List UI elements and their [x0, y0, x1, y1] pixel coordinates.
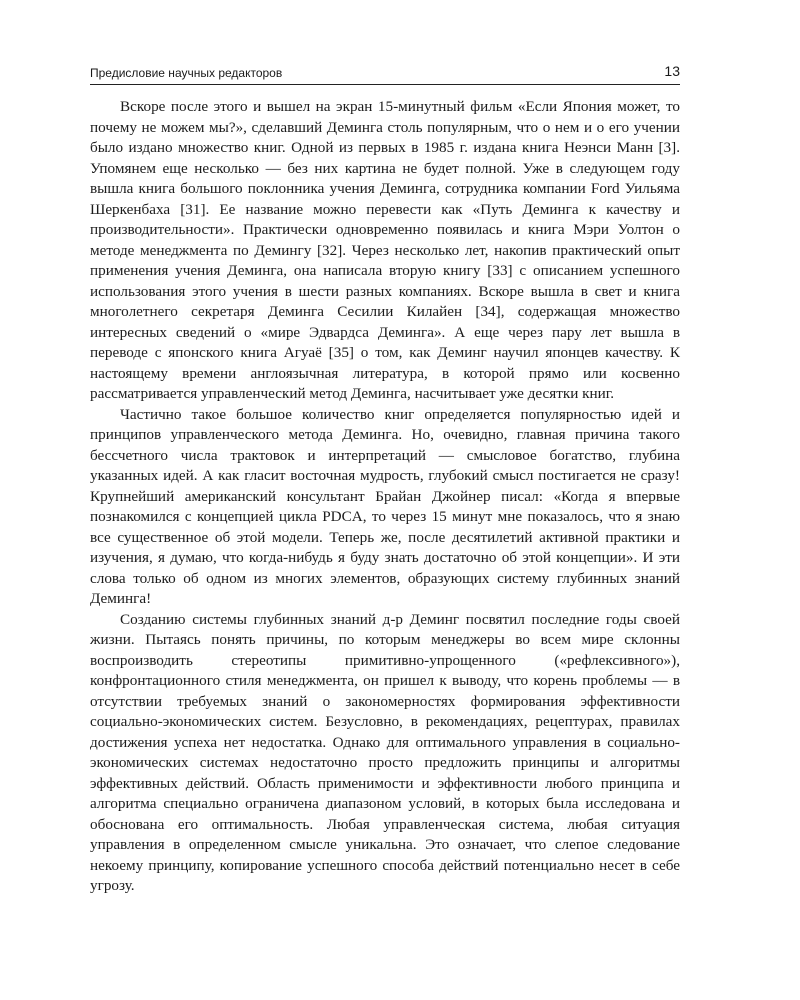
body-text [90, 97, 680, 897]
paragraph-3: Созданию системы глубинных знаний д-р Деминг посвятил последние годы своей жизни. Пытаясь понять причины, по которым менеджеры во всем мире склонны воспроизводить стереотипы примитивно-упрощенного («рефлексивного»), конфронтационного стиля менеджмента, он пришел к выводу, что корень проблемы — в отсутствии требуемых знаний о закономерностях формирования эффективности социально-экономических систем. Безусловно, в рекомендациях, рецептурах, правилах достижения успеха нет недостатка. Однако для оптимального управления в социально-экономических системах недостаточно просто предложить принципы и алгоритмы эффективных действий. Область применимости и эффективности любого принципа и алгоритма специально ограничена диапазоном условий, в которых была исследована и обоснована его оптимальность. Любая управленческая система, любая ситуация управления в определенном смысле уникальна. Это означает, что слепое следование некоему принципу, копирование успешного способа действий потенциально несет в себе угрозу. [90, 610, 680, 894]
running-title: Предисловие научных редакторов [90, 66, 283, 80]
paragraph-1: Вскоре после этого и вышел на экран 15-минутный фильм «Если Япония может, то почему не можем мы?», сделавший Деминга столь популярным, что о нем и о его учении было издано множество книг. Одной из первых в 1985 г. издана книга Неэнси Манн [3]. Упомянем еще несколько — без них картина не будет полной. Уже в следующем году вышла книга большого поклонника учения Деминга, сотрудника компании Ford Уильяма Шеркенбаха [31]. Ее название можно перевести как «Путь Деминга к качеству и производительности». Практически одновременно появилась и книга Мэри Уолтон о методе менеджмента по Демингу [32]. Через несколько лет, накопив практический опыт применения учения Деминга, она написала вторую книгу [33] с описанием успешного использования этого учения в шести разных компаниях. Вскоре вышла в свет и книга многолетнего секретаря Деминга Сесилии Килайен [34], содержащая множество интересных сведений о «мире Эдвардса Деминга». А еще через пару лет вышла в переводе с японского книга Агуаё [35] о том, как Деминг научил японцев качеству. К настоящему времени англоязычная литература, в которой прямо или косвенно рассматривается управленческий метод Деминга, насчитывает уже десятки книг. [90, 98, 680, 402]
running-head [90, 64, 680, 85]
paragraph-2: Частично такое большое количество книг определяется популярностью идей и принципов управленческого метода Деминга. Но, очевидно, главная причина такого бессчетного числа трактовок и интерпретаций — смысловое богатство, глубина указанных идей. А как гласит восточная мудрость, глубокий смысл постигается не сразу! Крупнейший американский консультант Брайан Джойнер писал: «Когда я впервые познакомился с концепцией цикла PDCA, то через 15 минут мне показалось, что я знаю все существенное об этой модели. Теперь же, после десятилетий активной практики и изучения, я думаю, что когда-нибудь я буду знать достаточно об этой концепции». И эти слова только об одном из многих элементов, образующих систему глубинных знаний Деминга! [90, 405, 680, 607]
page-number: 13 [664, 63, 680, 79]
